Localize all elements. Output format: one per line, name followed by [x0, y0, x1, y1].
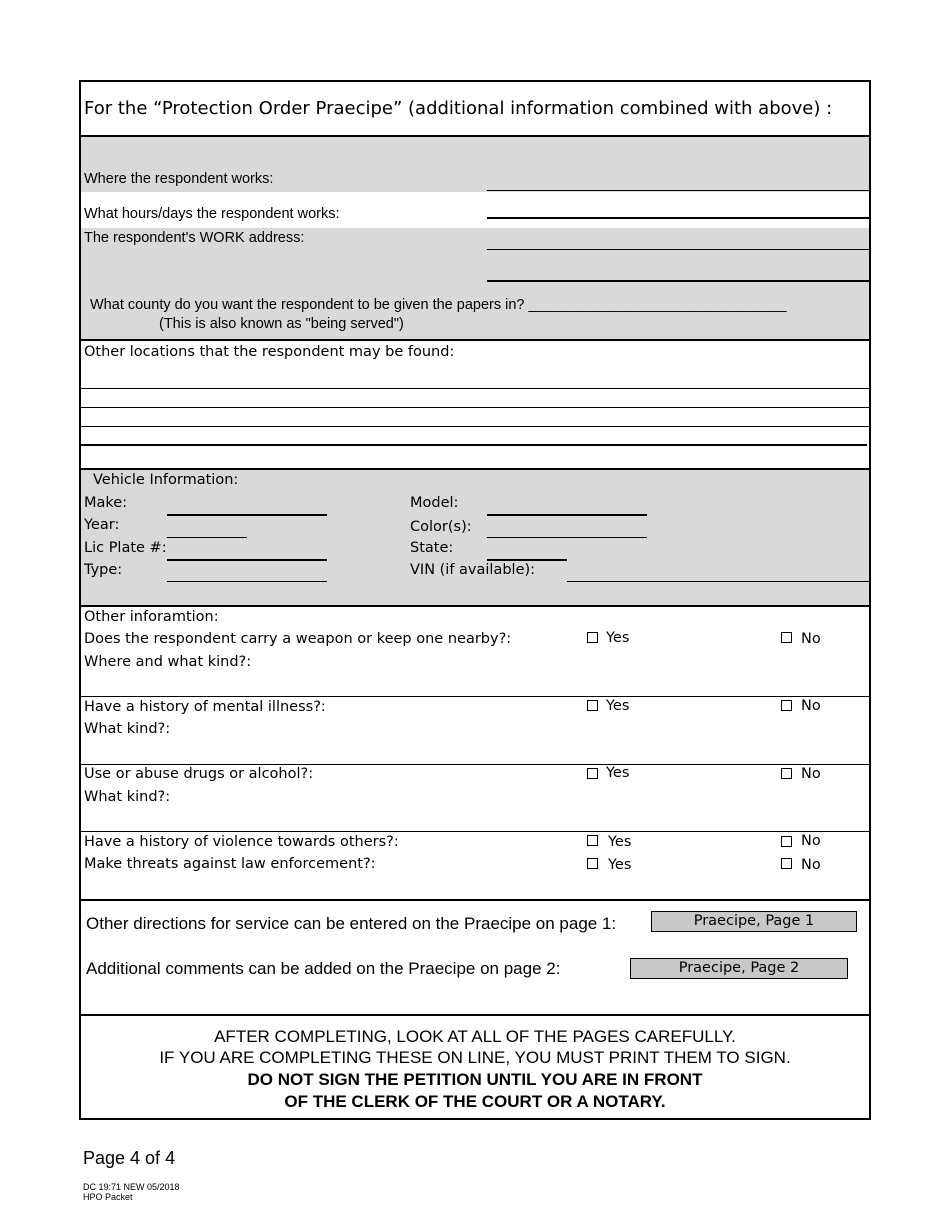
divider [81, 339, 869, 341]
weapon-no-checkbox[interactable] [781, 632, 792, 643]
lic-plate-input[interactable] [167, 559, 327, 561]
where-works-label: Where the respondent works: [84, 171, 274, 187]
no-label: No [801, 698, 821, 714]
mental-yes-checkbox[interactable] [587, 700, 598, 711]
divider [81, 831, 869, 832]
notice-line-4: OF THE CLERK OF THE COURT OR A NOTARY. [284, 1092, 666, 1111]
weapon-question: Does the respondent carry a weapon or keep one nearby?: [84, 631, 512, 647]
drugs-no-checkbox[interactable] [781, 768, 792, 779]
no-label: No [801, 631, 821, 647]
service-directions-text: Other directions for service can be entered on the Praecipe on page 1: [86, 914, 617, 933]
packet-name: HPO Packet [83, 1192, 133, 1202]
make-input[interactable] [167, 514, 327, 516]
work-address-input-2[interactable] [487, 280, 869, 282]
hours-days-input[interactable] [487, 217, 869, 219]
other-locations-line-3[interactable] [81, 426, 869, 427]
no-label: No [801, 766, 821, 782]
yes-label: Yes [606, 630, 630, 646]
other-info-heading: Other inforamtion: [84, 609, 219, 625]
yes-label: Yes [608, 834, 632, 850]
notice-line-3: DO NOT SIGN THE PETITION UNTIL YOU ARE IN FRONT [247, 1070, 703, 1089]
mental-no-checkbox[interactable] [781, 700, 792, 711]
praecipe-page-2-button[interactable]: Praecipe, Page 2 [630, 958, 848, 979]
make-label: Make: [84, 495, 128, 511]
comments-text: Additional comments can be added on the Praecipe on page 2: [86, 959, 561, 978]
vin-label: VIN (if available): [410, 562, 536, 578]
threats-yes-checkbox[interactable] [587, 858, 598, 869]
work-address-label: The respondent's WORK address: [84, 230, 305, 246]
colors-label: Color(s): [410, 519, 472, 535]
type-input[interactable] [167, 581, 327, 582]
violence-yes-checkbox[interactable] [587, 835, 598, 846]
no-label: No [801, 857, 821, 873]
mental-question: Have a history of mental illness?: [84, 699, 326, 715]
type-label: Type: [84, 562, 123, 578]
drugs-kind-label: What kind?: [84, 789, 171, 805]
state-label: State: [410, 540, 454, 556]
other-locations-line-1[interactable] [81, 388, 869, 389]
state-input[interactable] [487, 559, 567, 561]
drugs-question: Use or abuse drugs or alcohol?: [84, 766, 314, 782]
violence-question: Have a history of violence towards others?: [84, 834, 399, 850]
lic-plate-label: Lic Plate #: [84, 540, 167, 556]
colors-input[interactable] [487, 537, 647, 538]
drugs-yes-checkbox[interactable] [587, 768, 598, 779]
year-label: Year: [84, 517, 120, 533]
divider [81, 605, 869, 607]
weapon-yes-checkbox[interactable] [587, 632, 598, 643]
threats-question: Make threats against law enforcement?: [84, 856, 376, 872]
other-locations-line-2[interactable] [81, 407, 869, 408]
work-address-input-1[interactable] [487, 249, 869, 250]
divider [81, 899, 869, 901]
where-works-input[interactable] [487, 190, 869, 191]
county-question: What county do you want the respondent to be given the papers in? ________________________________ [90, 297, 787, 313]
section-title: For the “Protection Order Praecipe” (additional information combined with above) : [84, 98, 833, 119]
year-input[interactable] [167, 537, 247, 538]
threats-no-checkbox[interactable] [781, 858, 792, 869]
weapon-where-label: Where and what kind?: [84, 654, 252, 670]
vin-input[interactable] [567, 581, 869, 582]
yes-label: Yes [606, 698, 630, 714]
divider [81, 696, 869, 697]
model-input[interactable] [487, 514, 647, 516]
no-label: No [801, 833, 821, 849]
yes-label: Yes [606, 765, 630, 781]
praecipe-page-1-button[interactable]: Praecipe, Page 1 [651, 911, 857, 932]
hours-days-label: What hours/days the respondent works: [84, 206, 340, 222]
violence-no-checkbox[interactable] [781, 836, 792, 847]
mental-kind-label: What kind?: [84, 721, 171, 737]
other-locations-label: Other locations that the respondent may be found: [84, 344, 455, 360]
form-code: DC 19:71 NEW 05/2018 [83, 1182, 180, 1192]
county-note: (This is also known as "being served") [159, 316, 404, 332]
notice-line-2: IF YOU ARE COMPLETING THESE ON LINE, YOU MUST PRINT THEM TO SIGN. [159, 1048, 791, 1067]
notice-line-1: AFTER COMPLETING, LOOK AT ALL OF THE PAGES CAREFULLY. [214, 1027, 736, 1046]
divider [81, 1014, 869, 1016]
other-locations-line-4[interactable] [81, 444, 867, 446]
praecipe-form [79, 80, 871, 1120]
yes-label: Yes [608, 857, 632, 873]
model-label: Model: [410, 495, 459, 511]
vehicle-heading: Vehicle Information: [93, 472, 239, 488]
divider [81, 764, 869, 765]
page-number: Page 4 of 4 [83, 1148, 176, 1168]
